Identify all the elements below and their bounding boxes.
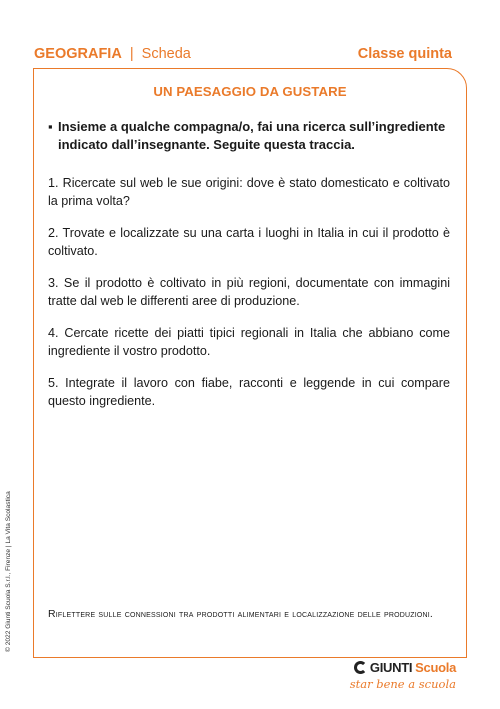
subject-label: GEOGRAFIA [34,46,122,62]
giunti-logo-icon [354,661,367,674]
brand-row [350,660,456,675]
page-header [34,44,452,64]
sheet-kind-label: Scheda [141,46,191,62]
grade-label: Classe quinta [357,46,452,62]
steps-list [48,175,450,425]
brand-name-part2: Scuola [415,660,456,675]
step-item: 5. Integrate il lavoro con fiabe, racconti e leggende in cui compare questo ingrediente. [48,376,450,408]
step-item: 2. Trovate e localizzate su una carta i luoghi in Italia in cui il prodotto è coltivato. [48,226,450,258]
intro-instruction [48,118,448,154]
intro-text: Insieme a qualche compagna/o, fai una ricerca sull’ingrediente indicato dall’insegnante. Seguite questa traccia. [58,119,446,152]
brand-name-part1: GIUNTI [369,660,413,675]
step-item: 4. Cercate ricette dei piatti tipici regionali in Italia che abbiano come ingrediente il vostro prodotto. [48,326,450,358]
brand-tagline: star bene a scuola [349,677,456,691]
copyright-text: © 2022 Giunti Scuola S.r.l., Firenze | La Vita Scolastica [5,491,12,652]
header-separator: | [129,46,134,62]
header-left [34,46,191,62]
copyright-notice [3,462,11,652]
step-item: 3. Se il prodotto è coltivato in più regioni, documentate con immagini tratte dal web le differenti aree di produzione. [48,276,450,308]
step-item: 1. Ricercate sul web le sue origini: dove è stato domesticato e coltivato la prima volta? [48,176,450,208]
bullet-icon: ▪ [48,119,53,134]
worksheet-card [33,68,467,658]
brand-logo-block [350,660,456,691]
reflection-note: Riflettere sulle connessioni tra prodotti alimentari e localizzazione delle produzioni. [48,608,434,620]
worksheet-title: UN PAESAGGIO DA GUSTARE [153,84,347,99]
